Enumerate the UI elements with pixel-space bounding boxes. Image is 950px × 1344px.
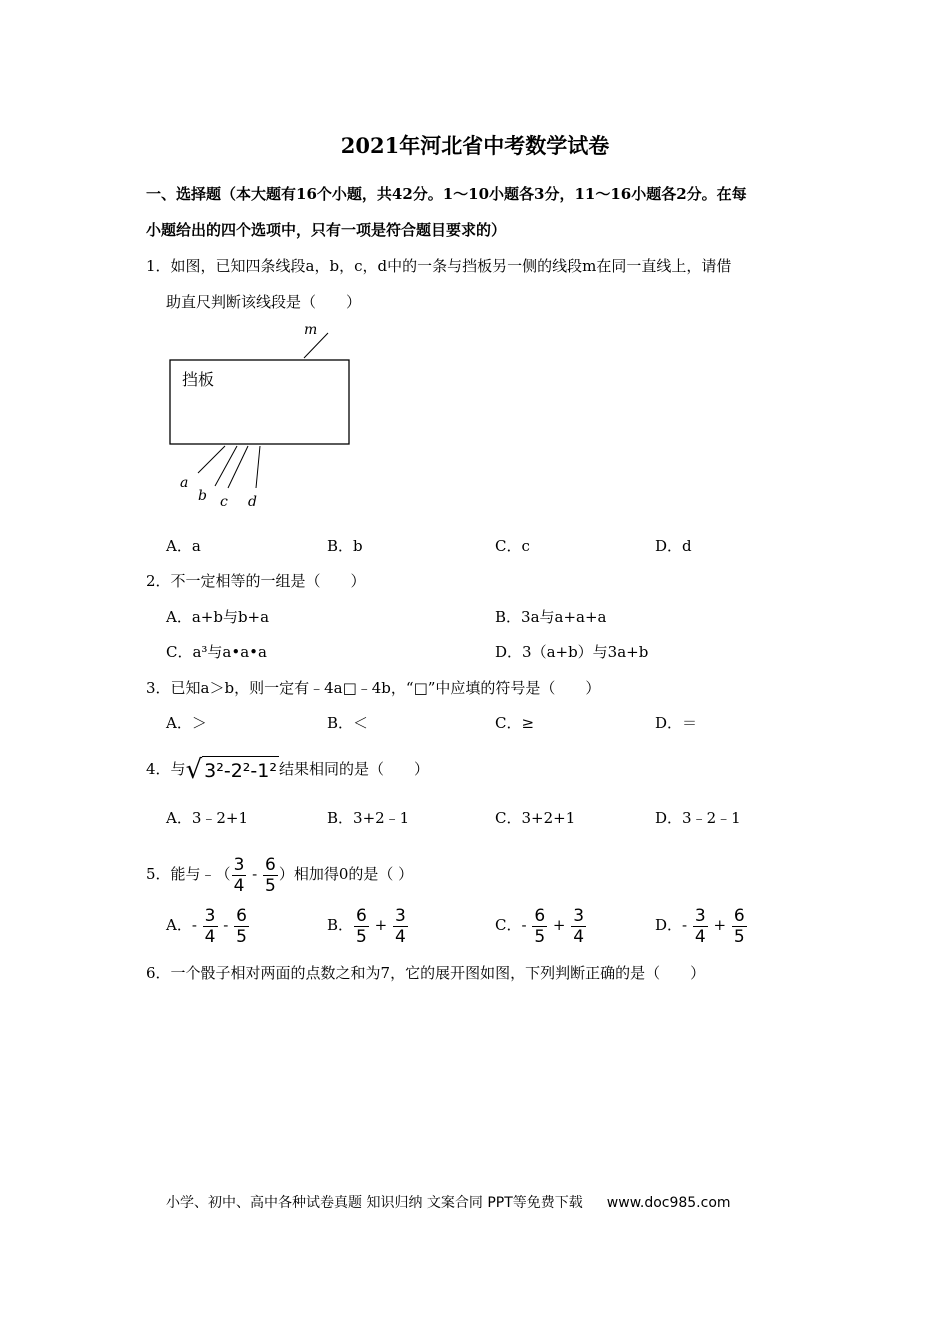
q5-option-b[interactable]: B． $\frac{6}{5}$ + $\frac{3}{4}$ bbox=[327, 905, 406, 947]
q2-option-c[interactable]: C．a³与a•a•a bbox=[166, 643, 267, 661]
segment-c bbox=[228, 446, 248, 488]
q2-number: 2． bbox=[146, 572, 171, 590]
q1-option-b[interactable]: B．b bbox=[327, 537, 363, 555]
q5-number: 5． bbox=[146, 865, 171, 883]
footer-text: 小学、初中、高中各种试卷真题 知识归纳 文案合同 PPT等免费下载 bbox=[166, 1195, 583, 1211]
section-heading-line2: 小题给出的四个选项中，只有一项是符合题目要求的） bbox=[146, 221, 507, 239]
fraction: $\frac{6}{5}$ bbox=[265, 854, 276, 896]
q1-stem-line1: 如图，已知四条线段a，b，c，d中的一条与挡板另一侧的线段m在同一直线上，请借 bbox=[170, 257, 732, 275]
fraction: $\frac{3}{4}$ bbox=[204, 905, 216, 947]
q1-option-c[interactable]: C．c bbox=[495, 537, 530, 555]
q4-radicand: 3²-2²-1² bbox=[202, 756, 279, 784]
q2-option-a[interactable]: A．a+b与b+a bbox=[166, 608, 270, 626]
q3-stem: 已知a＞b，则一定有﹣4a□﹣4b，“□”中应填的符号是（ ） bbox=[170, 679, 601, 697]
q5-stem: 能与﹣（ $\frac{3}{4}$ - $\frac{6}{5}$ ）相加得0的是（ ） bbox=[170, 854, 414, 896]
page-title: 2021年河北省中考数学试卷 bbox=[340, 133, 610, 158]
label-d: d bbox=[248, 494, 257, 510]
label-m: m bbox=[304, 322, 318, 338]
q1-option-a[interactable]: A．a bbox=[166, 537, 201, 555]
label-c: c bbox=[220, 494, 228, 510]
q4-sqrt bbox=[186, 756, 279, 784]
q5-text bbox=[146, 852, 413, 896]
fraction: $\frac{3}{4}$ bbox=[694, 905, 706, 947]
q6-number: 6． bbox=[146, 964, 171, 982]
q6-stem: 一个骰子相对两面的点数之和为7，它的展开图如图，下列判断正确的是（ ） bbox=[170, 964, 706, 982]
q3-option-b[interactable]: B．＜ bbox=[327, 714, 369, 732]
fraction: $\frac{6}{5}$ bbox=[733, 905, 745, 947]
q4-option-c[interactable]: C．3+2+1 bbox=[495, 809, 576, 827]
q1-figure bbox=[160, 318, 370, 518]
q4-suffix: 结果相同的是（ ） bbox=[278, 760, 429, 778]
q2-stem: 不一定相等的一组是（ ） bbox=[170, 572, 366, 590]
q2-option-d[interactable]: D．3（a+b）与3a+b bbox=[495, 643, 649, 661]
q3-option-a[interactable]: A．＞ bbox=[166, 714, 207, 732]
q3-number: 3． bbox=[146, 679, 171, 697]
fraction: $\frac{3}{4}$ bbox=[233, 854, 245, 896]
q4-text bbox=[146, 753, 429, 785]
q4-option-d[interactable]: D．3﹣2﹣1 bbox=[655, 809, 741, 827]
label-b: b bbox=[198, 488, 207, 504]
q4-prefix: 与 bbox=[170, 760, 186, 778]
footer bbox=[166, 1192, 731, 1212]
q5-option-c[interactable]: C．- $\frac{6}{5}$ + $\frac{3}{4}$ bbox=[495, 905, 585, 947]
q5-option-a[interactable]: A．- $\frac{3}{4}$ - $\frac{6}{5}$ bbox=[166, 905, 247, 947]
segment-d bbox=[256, 446, 260, 488]
fraction: $\frac{6}{5}$ bbox=[356, 905, 367, 947]
footer-link[interactable]: www.doc985.com bbox=[606, 1195, 731, 1211]
q1-text-line1 bbox=[146, 256, 731, 276]
q1-stem-line2: 助直尺判断该线段是（ ） bbox=[166, 293, 362, 311]
q6-text bbox=[146, 963, 705, 983]
q3-option-c[interactable]: C．≥ bbox=[495, 714, 535, 732]
fraction: $\frac{6}{5}$ bbox=[534, 905, 546, 947]
q1-number: 1． bbox=[146, 257, 171, 275]
q4-option-b[interactable]: B．3+2﹣1 bbox=[327, 809, 410, 827]
q3-option-d[interactable]: D．＝ bbox=[655, 714, 698, 732]
q4-number: 4． bbox=[146, 760, 171, 778]
q4-option-a[interactable]: A．3﹣2+1 bbox=[166, 809, 249, 827]
q2-text bbox=[146, 571, 366, 591]
fraction: $\frac{3}{4}$ bbox=[394, 905, 406, 947]
fraction: $\frac{3}{4}$ bbox=[573, 905, 585, 947]
q5-option-d[interactable]: D．- $\frac{3}{4}$ + $\frac{6}{5}$ bbox=[655, 905, 745, 947]
q2-option-b[interactable]: B．3a与a+a+a bbox=[495, 608, 607, 626]
section-heading-line1: 一、选择题（本大题有16个小题，共42分。1～10小题各3分，11～16小题各2分。在每 bbox=[146, 185, 747, 203]
segment-a bbox=[198, 446, 225, 473]
label-a: a bbox=[180, 475, 189, 491]
q3-text bbox=[146, 678, 600, 698]
q1-option-d[interactable]: D．d bbox=[655, 537, 692, 555]
radical-sign-icon: √ bbox=[185, 755, 203, 785]
fraction: $\frac{6}{5}$ bbox=[236, 905, 247, 947]
board-label: 挡板 bbox=[182, 370, 215, 389]
